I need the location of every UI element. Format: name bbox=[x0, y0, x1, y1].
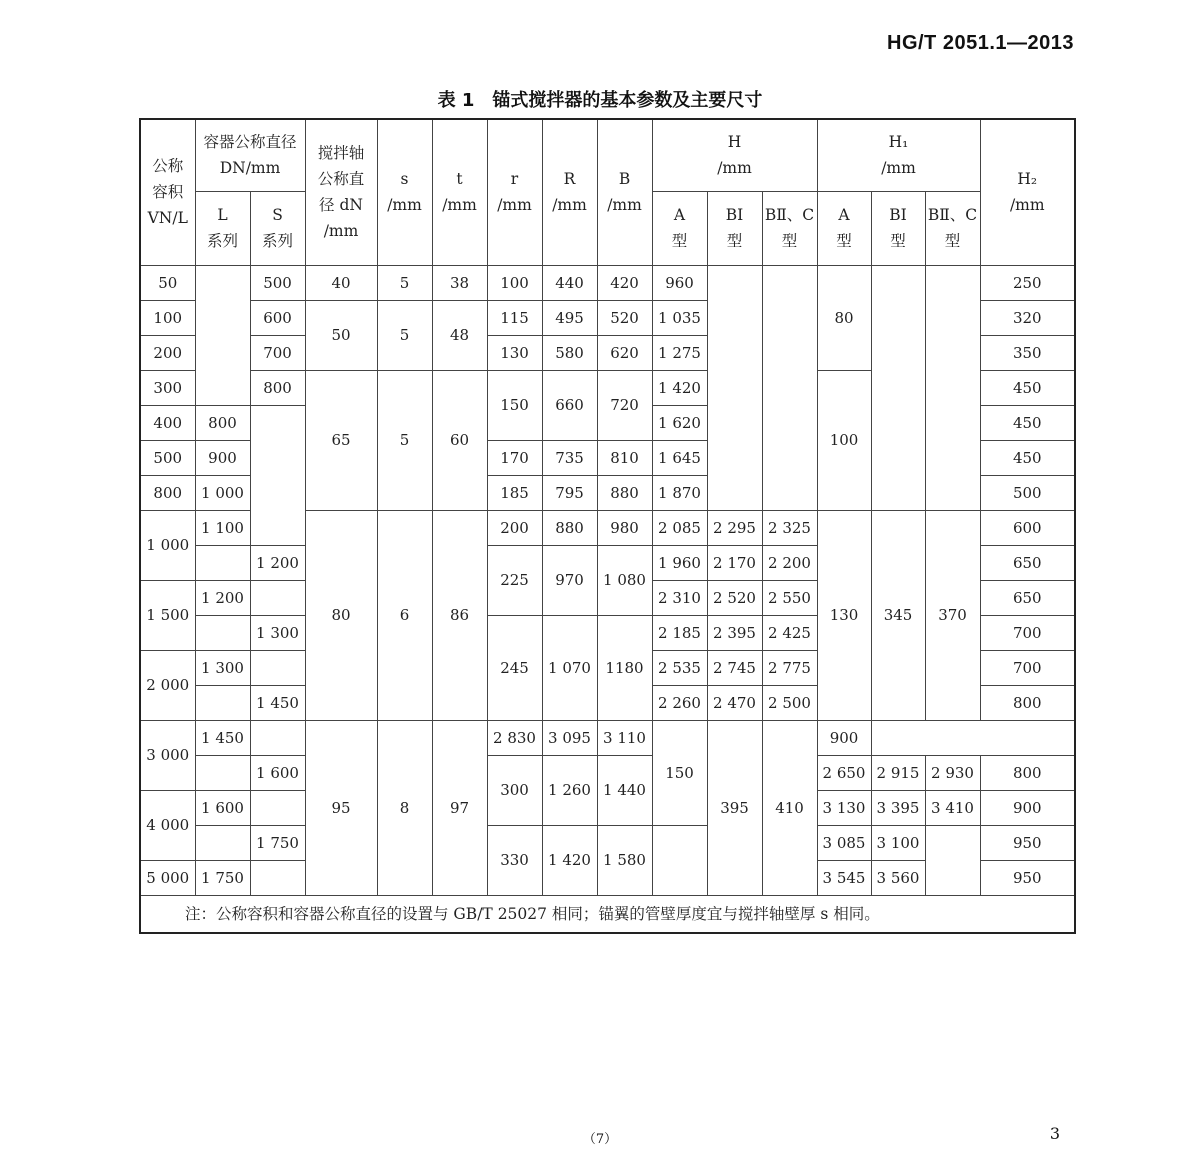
cell-h1-b1: 395 bbox=[707, 720, 762, 895]
header-h1-type-a: A 型 bbox=[817, 191, 871, 265]
cell-r: 100 bbox=[487, 265, 542, 300]
cell-h1-a: 130 bbox=[817, 510, 871, 720]
cell-h-b2c: 3 100 bbox=[871, 825, 925, 860]
header-R: R /mm bbox=[542, 119, 597, 265]
cell-dN: 95 bbox=[305, 720, 377, 895]
cell-vn: 400 bbox=[140, 405, 195, 440]
cell-dN: 40 bbox=[305, 265, 377, 300]
cell-B: 1 080 bbox=[597, 545, 652, 615]
cell-h-a: 1 870 bbox=[652, 475, 707, 510]
cell-vn: 2 000 bbox=[140, 650, 195, 720]
cell-dn-s: 1 450 bbox=[250, 685, 305, 720]
cell-h2: 450 bbox=[980, 440, 1075, 475]
cell-s: 5 bbox=[377, 300, 432, 370]
cell-h1-b1-empty bbox=[871, 265, 925, 510]
cell-r: 245 bbox=[487, 615, 542, 720]
cell-R: 970 bbox=[542, 545, 597, 615]
header-h-type-a: A 型 bbox=[652, 191, 707, 265]
cell-vn: 500 bbox=[140, 440, 195, 475]
header-h1-type-b2c: BⅡ、C 型 bbox=[925, 191, 980, 265]
cell-dn-l: 1 100 bbox=[195, 510, 250, 545]
cell-s: 5 bbox=[377, 265, 432, 300]
header-dn: 容器公称直径 DN/mm bbox=[195, 119, 305, 191]
cell-dn-l: 1 000 bbox=[195, 475, 250, 510]
header-h1-type-b1: BⅠ 型 bbox=[871, 191, 925, 265]
cell-R: 1 420 bbox=[542, 825, 597, 895]
cell-h1-a-empty bbox=[925, 825, 980, 895]
cell-h2: 950 bbox=[980, 825, 1075, 860]
cell-h2: 350 bbox=[980, 335, 1075, 370]
cell-h-b1: 3 395 bbox=[871, 790, 925, 825]
cell-vn: 3 000 bbox=[140, 720, 195, 790]
cell-h-b1: 2 395 bbox=[707, 615, 762, 650]
cell-dn-s-empty bbox=[250, 405, 305, 545]
cell-dn-s: 600 bbox=[250, 300, 305, 335]
cell-dn-l: 1 600 bbox=[195, 790, 250, 825]
cell-dn-l: 800 bbox=[195, 405, 250, 440]
cell-h-a: 1 645 bbox=[652, 440, 707, 475]
cell-dN: 80 bbox=[305, 510, 377, 720]
cell-dn-s-empty bbox=[250, 790, 305, 825]
cell-h-b2c: 2 200 bbox=[762, 545, 817, 580]
header-t: t /mm bbox=[432, 119, 487, 265]
cell-r: 170 bbox=[487, 440, 542, 475]
header-H2: H₂ /mm bbox=[980, 119, 1075, 265]
header-H: H /mm bbox=[652, 119, 817, 191]
cell-h-b2c: 2 325 bbox=[762, 510, 817, 545]
cell-dn-s-empty bbox=[250, 860, 305, 895]
cell-t: 97 bbox=[432, 720, 487, 895]
cell-h-a: 1 035 bbox=[652, 300, 707, 335]
cell-h-b2c: 2 550 bbox=[762, 580, 817, 615]
cell-B: 880 bbox=[597, 475, 652, 510]
cell-dn-l-empty bbox=[195, 685, 250, 720]
cell-vn: 100 bbox=[140, 300, 195, 335]
cell-h2: 800 bbox=[980, 755, 1075, 790]
cell-dn-l: 1 200 bbox=[195, 580, 250, 615]
cell-h1-a: 150 bbox=[652, 720, 707, 825]
cell-h-a: 1 960 bbox=[652, 545, 707, 580]
cell-dn-s-empty bbox=[250, 650, 305, 685]
cell-h-a: 1 275 bbox=[652, 335, 707, 370]
cell-dN: 50 bbox=[305, 300, 377, 370]
cell-h2: 600 bbox=[980, 510, 1075, 545]
header-B: B /mm bbox=[597, 119, 652, 265]
cell-B: 520 bbox=[597, 300, 652, 335]
header-h-type-b1: BⅠ 型 bbox=[707, 191, 762, 265]
cell-h-a: 1 620 bbox=[652, 405, 707, 440]
cell-t: 86 bbox=[432, 510, 487, 720]
cell-h-b2c: 2 500 bbox=[762, 685, 817, 720]
cell-s: 6 bbox=[377, 510, 432, 720]
cell-r: 225 bbox=[487, 545, 542, 615]
cell-dn-s: 1 600 bbox=[250, 755, 305, 790]
cell-r: 185 bbox=[487, 475, 542, 510]
cell-h2: 320 bbox=[980, 300, 1075, 335]
header-dn-s: S 系列 bbox=[250, 191, 305, 265]
cell-h-a: 2 310 bbox=[652, 580, 707, 615]
cell-h2: 800 bbox=[980, 685, 1075, 720]
cell-h-b1: 2 170 bbox=[707, 545, 762, 580]
cell-h-a: 2 085 bbox=[652, 510, 707, 545]
cell-h-a: 2 535 bbox=[652, 650, 707, 685]
cell-dn-s-empty bbox=[250, 580, 305, 615]
cell-h2: 900 bbox=[817, 720, 871, 755]
cell-vn: 50 bbox=[140, 265, 195, 300]
cell-R: 880 bbox=[542, 510, 597, 545]
cell-h-b2c: 3 410 bbox=[925, 790, 980, 825]
cell-B: 720 bbox=[597, 370, 652, 440]
header-vn: 公称 容积 VN/L bbox=[140, 119, 195, 265]
cell-h-b2c: 3 110 bbox=[597, 720, 652, 755]
cell-B: 980 bbox=[597, 510, 652, 545]
parameter-table bbox=[139, 118, 1076, 934]
cell-h2: 450 bbox=[980, 405, 1075, 440]
cell-R: 795 bbox=[542, 475, 597, 510]
cell-r: 200 bbox=[487, 510, 542, 545]
parameter-table-wrapper bbox=[139, 118, 1074, 934]
cell-h2: 650 bbox=[980, 545, 1075, 580]
cell-B: 1 440 bbox=[597, 755, 652, 825]
cell-h-a: 3 130 bbox=[817, 790, 871, 825]
cell-vn: 1 000 bbox=[140, 510, 195, 580]
cell-vn: 300 bbox=[140, 370, 195, 405]
standard-code: HG/T 2051.1—2013 bbox=[887, 32, 1074, 54]
header-r: r /mm bbox=[487, 119, 542, 265]
cell-h-b2c-empty bbox=[762, 265, 817, 510]
cell-h-a: 960 bbox=[652, 265, 707, 300]
cell-dN: 65 bbox=[305, 370, 377, 510]
cell-h-b1: 2 520 bbox=[707, 580, 762, 615]
header-dn-l: L 系列 bbox=[195, 191, 250, 265]
cell-dn-s-empty bbox=[250, 720, 305, 755]
cell-R: 440 bbox=[542, 265, 597, 300]
cell-vn: 800 bbox=[140, 475, 195, 510]
cell-vn: 5 000 bbox=[140, 860, 195, 895]
cell-h-b1: 2 470 bbox=[707, 685, 762, 720]
cell-dn-s: 1 200 bbox=[250, 545, 305, 580]
cell-dn-l: 900 bbox=[195, 440, 250, 475]
cell-h-a: 1 420 bbox=[652, 370, 707, 405]
cell-R: 1 260 bbox=[542, 755, 597, 825]
cell-vn: 200 bbox=[140, 335, 195, 370]
cell-s: 8 bbox=[377, 720, 432, 895]
cell-B: 620 bbox=[597, 335, 652, 370]
cell-h1-a: 80 bbox=[817, 265, 871, 370]
cell-h-b1-empty bbox=[707, 265, 762, 510]
cell-h2: 450 bbox=[980, 370, 1075, 405]
cell-B: 420 bbox=[597, 265, 652, 300]
cell-h-a: 2 260 bbox=[652, 685, 707, 720]
cell-h2: 900 bbox=[980, 790, 1075, 825]
cell-h2: 950 bbox=[980, 860, 1075, 895]
cell-B: 810 bbox=[597, 440, 652, 475]
cell-B: 1 580 bbox=[597, 825, 652, 895]
cell-dn-l-empty bbox=[195, 755, 250, 790]
cell-h-a-empty bbox=[652, 825, 707, 895]
cell-h1-b2c-empty bbox=[925, 265, 980, 510]
cell-h2: 500 bbox=[980, 475, 1075, 510]
cell-dn-s: 500 bbox=[250, 265, 305, 300]
page-number: 3 bbox=[1049, 1124, 1060, 1143]
cell-h-b1: 3 545 bbox=[817, 860, 871, 895]
cell-h-a: 2 185 bbox=[652, 615, 707, 650]
cell-h2: 700 bbox=[980, 650, 1075, 685]
cell-h1-a: 100 bbox=[817, 370, 871, 510]
cell-dn-l-empty bbox=[195, 265, 250, 405]
cell-s: 5 bbox=[377, 370, 432, 510]
cell-h-b1: 3 085 bbox=[817, 825, 871, 860]
cell-r: 150 bbox=[487, 370, 542, 440]
header-H1: H₁ /mm bbox=[817, 119, 980, 191]
cell-h2: 250 bbox=[980, 265, 1075, 300]
cell-dn-s: 1 300 bbox=[250, 615, 305, 650]
cell-t: 38 bbox=[432, 265, 487, 300]
cell-R: 735 bbox=[542, 440, 597, 475]
cell-dn-l: 1 450 bbox=[195, 720, 250, 755]
cell-R: 495 bbox=[542, 300, 597, 335]
header-s: s /mm bbox=[377, 119, 432, 265]
footer-sequence: （7） bbox=[582, 1132, 618, 1147]
cell-dn-s: 1 750 bbox=[250, 825, 305, 860]
cell-h-a: 2 650 bbox=[817, 755, 871, 790]
header-h-type-b2c: BⅡ、C 型 bbox=[762, 191, 817, 265]
header-shaft: 搅拌轴 公称直 径 dN /mm bbox=[305, 119, 377, 265]
cell-B: 1180 bbox=[597, 615, 652, 720]
cell-dn-s: 800 bbox=[250, 370, 305, 405]
cell-h-b1: 2 915 bbox=[871, 755, 925, 790]
cell-dn-l-empty bbox=[195, 545, 250, 580]
cell-dn-l: 1 300 bbox=[195, 650, 250, 685]
cell-t: 60 bbox=[432, 370, 487, 510]
cell-dn-l-empty bbox=[195, 825, 250, 860]
cell-h-b2c: 2 425 bbox=[762, 615, 817, 650]
cell-R: 580 bbox=[542, 335, 597, 370]
cell-dn-l-empty bbox=[195, 615, 250, 650]
cell-dn-s: 700 bbox=[250, 335, 305, 370]
cell-dn-l: 1 750 bbox=[195, 860, 250, 895]
cell-vn: 4 000 bbox=[140, 790, 195, 860]
cell-R: 1 070 bbox=[542, 615, 597, 720]
cell-h-b2c: 2 930 bbox=[925, 755, 980, 790]
cell-h2: 650 bbox=[980, 580, 1075, 615]
cell-h-a: 2 830 bbox=[487, 720, 542, 755]
cell-t: 48 bbox=[432, 300, 487, 370]
cell-h1-b1: 345 bbox=[871, 510, 925, 720]
cell-h-b2c: 2 775 bbox=[762, 650, 817, 685]
cell-r: 300 bbox=[487, 755, 542, 825]
cell-h-b1: 3 095 bbox=[542, 720, 597, 755]
cell-R: 660 bbox=[542, 370, 597, 440]
cell-h1-b2c: 370 bbox=[925, 510, 980, 720]
cell-r: 330 bbox=[487, 825, 542, 895]
cell-h1-b2c: 410 bbox=[762, 720, 817, 895]
cell-vn: 1 500 bbox=[140, 580, 195, 650]
table-note: 注：公称容积和容器公称直径的设置与 GB/T 25027 相同；锚翼的管壁厚度宜与搅拌轴壁厚 s 相同。 bbox=[140, 895, 1075, 933]
cell-h-b1: 2 745 bbox=[707, 650, 762, 685]
cell-h2: 700 bbox=[980, 615, 1075, 650]
cell-h-b1: 2 295 bbox=[707, 510, 762, 545]
cell-r: 130 bbox=[487, 335, 542, 370]
cell-h-b2c: 3 560 bbox=[871, 860, 925, 895]
table-caption: 表 1 锚式搅拌器的基本参数及主要尺寸 bbox=[437, 90, 763, 111]
cell-r: 115 bbox=[487, 300, 542, 335]
